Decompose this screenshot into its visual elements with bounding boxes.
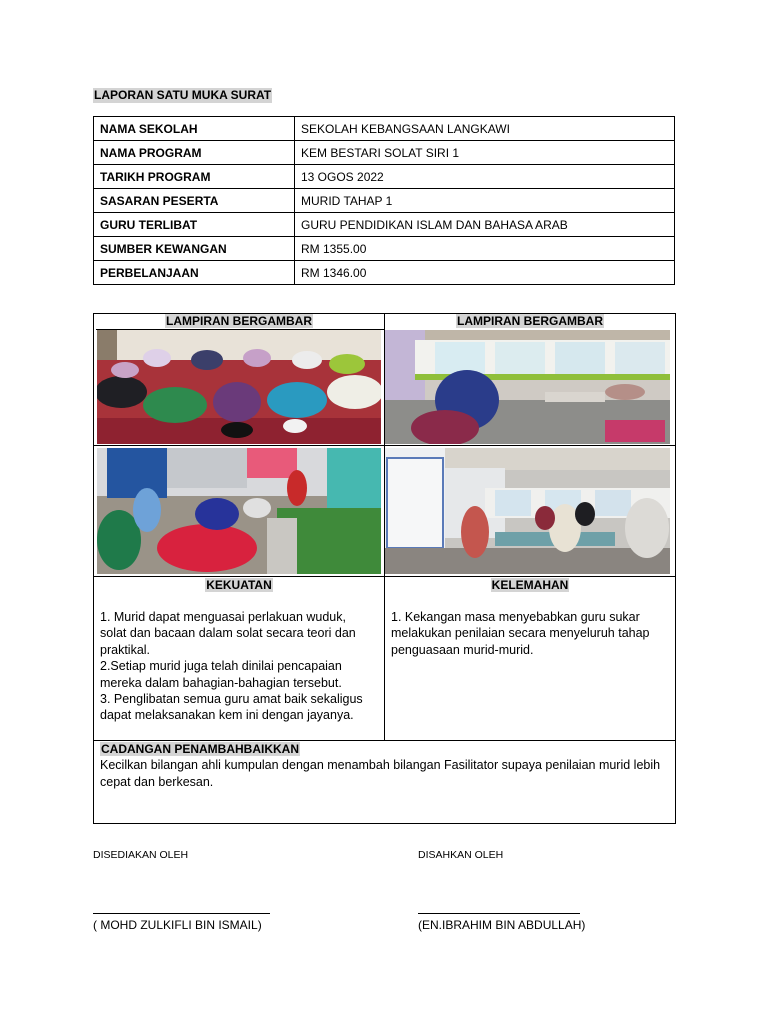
info-label: NAMA PROGRAM: [94, 141, 295, 165]
attachments-header-left: LAMPIRAN BERGAMBAR: [166, 314, 312, 328]
info-value: RM 1346.00: [295, 261, 675, 285]
info-label: PERBELANJAAN: [94, 261, 295, 285]
section-divider: [94, 576, 675, 577]
table-row: [94, 213, 675, 237]
photo-outdoor-ablution: [97, 448, 381, 574]
weaknesses-header: KELEMAHAN: [491, 578, 569, 592]
strengths-header: KEKUATAN: [206, 578, 272, 592]
prepared-by-name: ( MOHD ZULKIFLI BIN ISMAIL): [93, 918, 262, 932]
info-label: GURU TERLIBAT: [94, 213, 295, 237]
table-row: [94, 261, 675, 285]
info-value: MURID TAHAP 1: [295, 189, 675, 213]
weakness-item: 1. Kekangan masa menyebabkan guru sukar melakukan penilaian secara menyeluruh tahap penguasaan murid-murid.: [391, 610, 650, 657]
table-row: [94, 117, 675, 141]
weaknesses-list: [391, 609, 669, 658]
info-label: SASARAN PESERTA: [94, 189, 295, 213]
photo-prayer-hall: [97, 330, 381, 444]
table-row: [94, 141, 675, 165]
strength-item: 1. Murid dapat menguasai perlakuan wuduk, solat dan bacaan dalam solat secara teori dan praktikal.: [100, 610, 356, 657]
approved-signature-line: [418, 913, 580, 914]
strength-item: 3. Penglibatan semua guru amat baik sekaligus dapat melaksanakan kem ini dengan jayanya.: [100, 692, 363, 723]
report-body-box: [93, 313, 676, 824]
info-label: SUMBER KEWANGAN: [94, 237, 295, 261]
info-value: SEKOLAH KEBANGSAAN LANGKAWI: [295, 117, 675, 141]
table-row: [94, 165, 675, 189]
info-label: TARIKH PROGRAM: [94, 165, 295, 189]
strengths-list: [100, 609, 375, 724]
info-label: NAMA SEKOLAH: [94, 117, 295, 141]
section-divider: [94, 740, 675, 741]
photo-row-divider: [94, 445, 675, 446]
table-row: [94, 237, 675, 261]
approved-by-label: DISAHKAN OLEH: [418, 849, 504, 861]
attachments-header-right: LAMPIRAN BERGAMBAR: [457, 314, 603, 328]
approved-by-name: (EN.IBRAHIM BIN ABDULLAH): [418, 918, 586, 932]
program-info-table: [93, 116, 675, 285]
table-row: [94, 189, 675, 213]
info-value: GURU PENDIDIKAN ISLAM DAN BAHASA ARAB: [295, 213, 675, 237]
prepared-by-label: DISEDIAKAN OLEH: [93, 849, 189, 861]
suggestions-header: CADANGAN PENAMBAHBAIKKAN: [101, 742, 299, 756]
info-value: KEM BESTARI SOLAT SIRI 1: [295, 141, 675, 165]
suggestions-text: Kecilkan bilangan ahli kumpulan dengan menambah bilangan Fasilitator supaya penilaian murid lebih cepat dan berkesan.: [100, 758, 661, 789]
report-title: LAPORAN SATU MUKA SURAT: [94, 88, 272, 102]
info-value: 13 OGOS 2022: [295, 165, 675, 189]
prepared-signature-line: [93, 913, 270, 914]
photo-classroom-session: [385, 448, 670, 574]
strength-item: 2.Setiap murid juga telah dinilai pencapaian mereka dalam bahagian-bahagian tersebut.: [100, 659, 342, 690]
info-value: RM 1355.00: [295, 237, 675, 261]
photo-classroom-prayer: [385, 330, 670, 444]
